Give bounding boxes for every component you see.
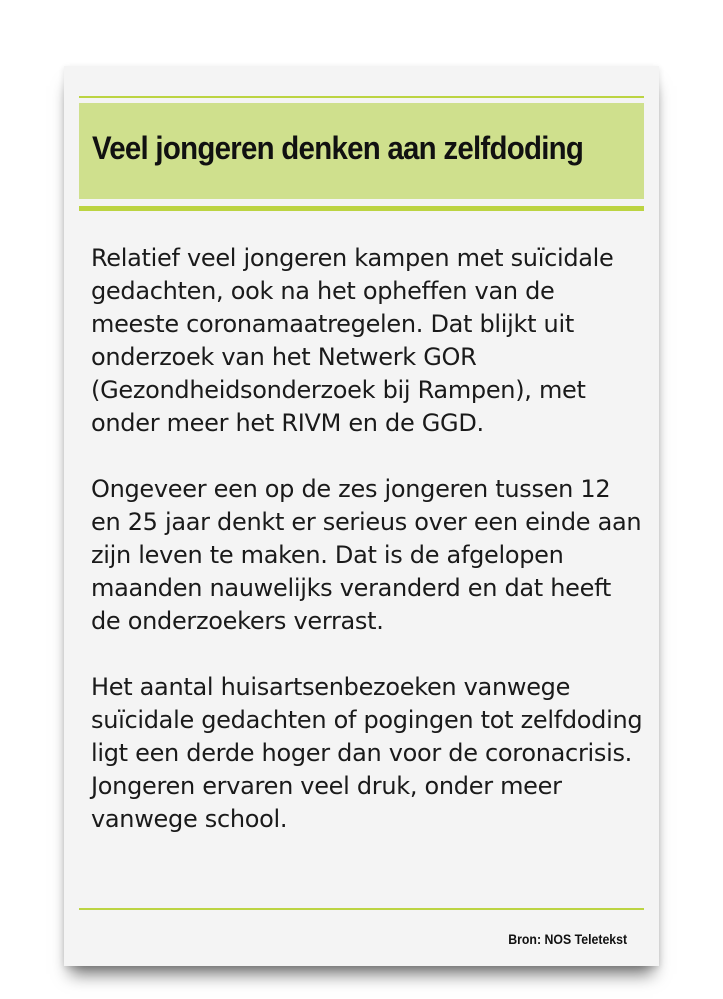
paragraph-1: Relatief veel jongeren kampen met suïcidale gedachten, ook na het opheffen van de meeste coronamaatregelen. Dat blijkt uit onderzoek van het Netwerk GOR (Gezondheidsonderzoek bij Rampen), met onder meer het RIVM en de GGD.	[91, 244, 614, 437]
title-band	[79, 103, 644, 199]
page-title: Veel jongeren denken aan zelfdoding	[92, 130, 584, 166]
source-credit: Bron: NOS Teletekst	[508, 931, 627, 947]
footer-divider	[79, 908, 644, 910]
top-divider	[79, 96, 644, 98]
article-body	[91, 242, 646, 869]
paragraph-3: Het aantal huisartsenbezoeken vanwege suïcidale gedachten of pogingen tot zelfdoding ligt een derde hoger dan voor de coronacrisis. Jongeren ervaren veel druk, onder meer vanwege school.	[91, 673, 643, 833]
news-card	[64, 66, 659, 966]
paragraph-2: Ongeveer een op de zes jongeren tussen 12 en 25 jaar denkt er serieus over een einde aan zijn leven te maken. Dat is de afgelopen maanden nauwelijks veranderd en dat heeft de onderzoekers verrast.	[91, 475, 642, 635]
title-underline	[79, 206, 644, 211]
